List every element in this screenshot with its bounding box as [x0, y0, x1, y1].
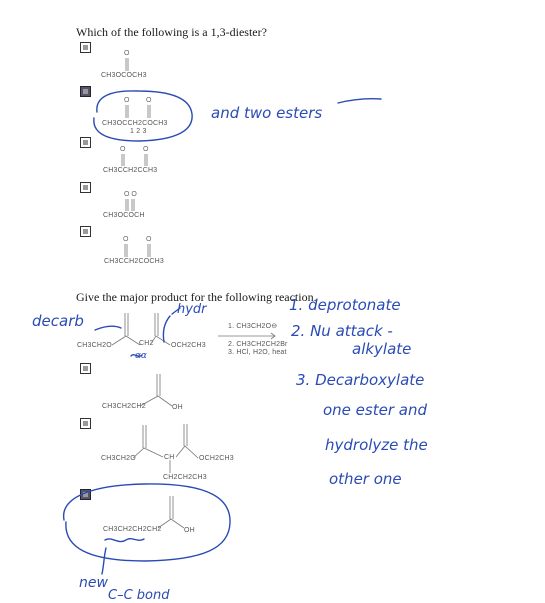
carbonyl-o: O	[124, 97, 130, 104]
q2-option-c-left: CH3CH2CH2CH2	[103, 526, 162, 533]
q2-option-b-mid: CH	[164, 454, 175, 461]
note-step3d: other one	[329, 470, 402, 488]
q2-option-b-left: CH3CH2O	[101, 455, 136, 462]
note-bond: C–C bond	[108, 588, 170, 603]
condition-1: 1. CH3CH2O⊖	[228, 323, 278, 330]
note-new: new	[79, 575, 108, 591]
question-2-text: Give the major product for the following reaction.	[76, 290, 317, 304]
note-hydr: hydr	[177, 302, 207, 317]
carbonyl-o: O	[123, 236, 129, 243]
carbonyl-o: O	[146, 97, 152, 104]
q1-option-e-formula: CH3CCH2COCH3	[104, 258, 164, 265]
reactant-mid: CH2	[139, 340, 154, 347]
note-step3c: hydrolyze the	[325, 436, 428, 454]
note-step3a: 3. Decarboxylate	[296, 371, 425, 389]
q1-option-a-formula: CH3OCOCH3	[101, 72, 147, 79]
q1-numbering: 1 2 3	[130, 128, 147, 135]
note-step2b: alkylate	[352, 340, 412, 358]
q1-option-d-formula: CH3OCOCH	[103, 212, 145, 219]
note-alpha: αα	[135, 351, 147, 361]
carbonyl-o: O	[146, 236, 152, 243]
reactant-right: OCH2CH3	[171, 342, 206, 349]
q2-option-a-left: CH3CH2CH2	[102, 403, 146, 410]
question-1-text: Which of the following is a 1,3-diester?	[76, 25, 267, 39]
condition-3: 3. HCl, H2O, heat	[228, 349, 287, 356]
q2-option-b-right: OCH2CH3	[199, 455, 234, 462]
note-decarb: decarb	[32, 312, 84, 330]
condition-2: 2. CH3CH2CH2Br	[228, 341, 288, 348]
q1-option-b-formula: CH3OCCH2COCH3	[102, 120, 168, 127]
carbonyl-o: O	[124, 50, 130, 57]
carbonyl-o: O	[120, 146, 126, 153]
bond-lines	[112, 58, 278, 528]
q2-option-c-right: OH	[184, 527, 195, 534]
annotation-two-esters: and two esters	[211, 104, 323, 122]
reactant-left: CH3CH2O	[77, 342, 112, 349]
note-step3b: one ester and	[323, 401, 427, 419]
note-step2a: 2. Nu attack -	[291, 322, 393, 340]
carbonyl-o: O	[143, 146, 149, 153]
ink-strokes	[64, 91, 381, 574]
q1-option-c-formula: CH3CCH2CCH3	[103, 167, 158, 174]
q2-option-a-right: OH	[172, 404, 183, 411]
note-step1: 1. deprotonate	[289, 296, 401, 314]
carbonyl-o: O O	[124, 191, 137, 198]
q2-option-b-sub: CH2CH2CH3	[163, 474, 207, 481]
